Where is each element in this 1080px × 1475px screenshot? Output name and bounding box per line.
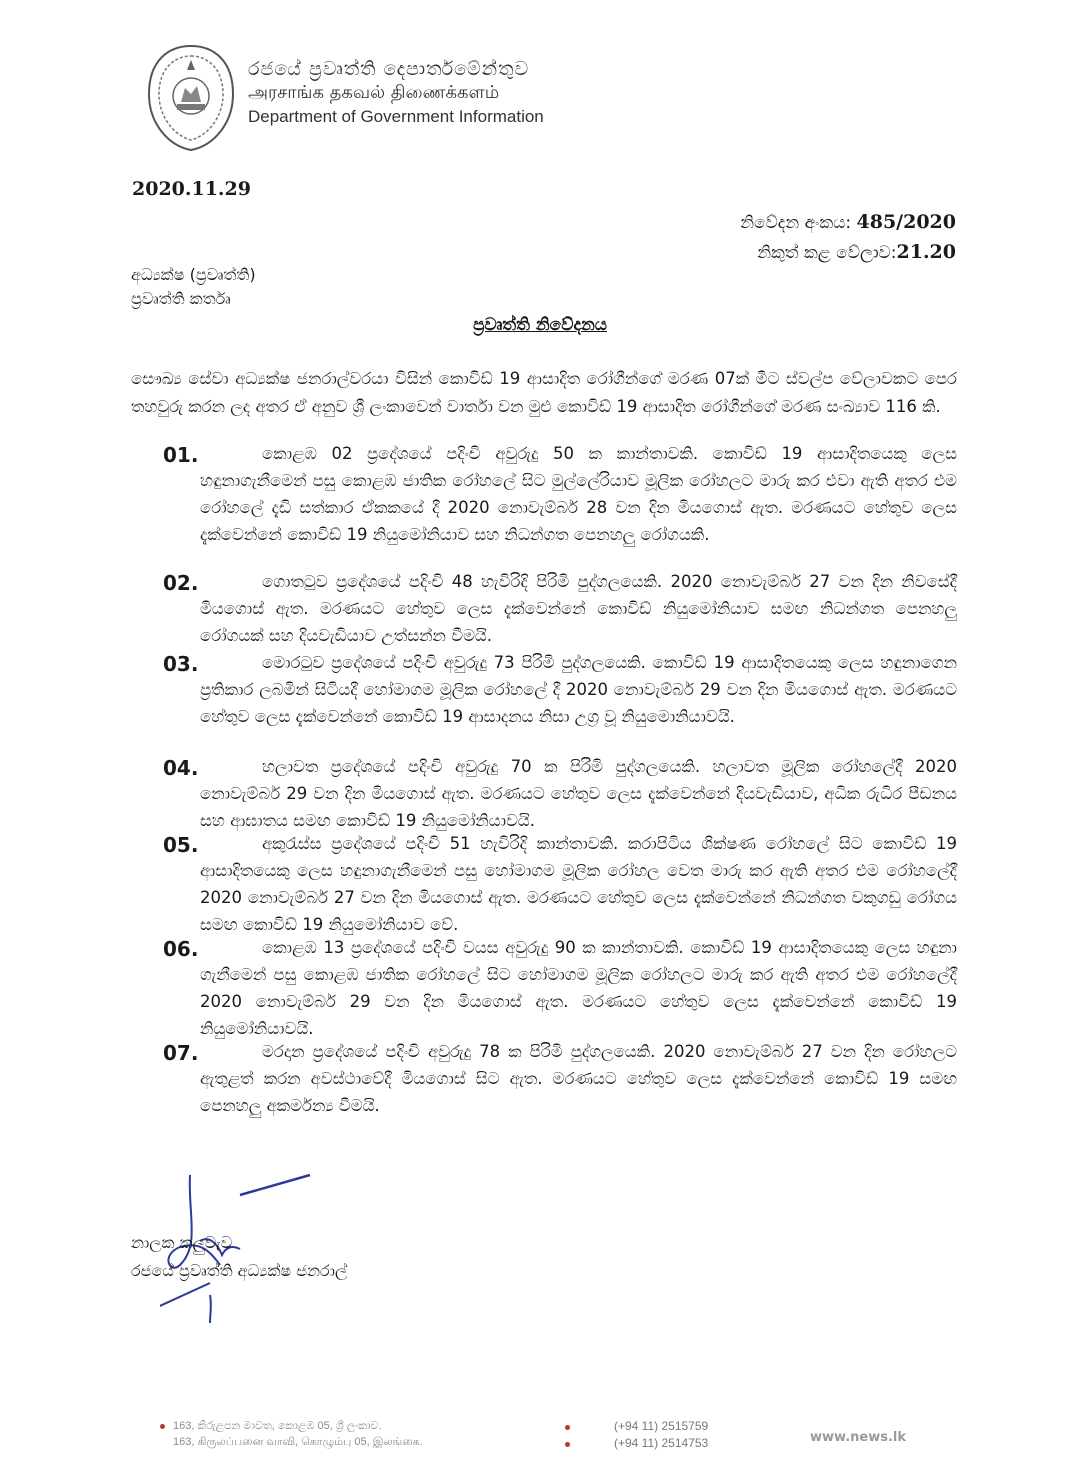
dept-name-english: Department of Government Information [248, 107, 544, 126]
footer-fax: (+94 11) 2514753 [614, 1436, 709, 1450]
footer-address-sinhala: 163, කිරුළපන මාවත, කොළඹ 05, ශ්‍රී ලංකාව. [173, 1420, 382, 1432]
item-text: මරදාන ප්‍රදේශයේ පදිංචි අවුරුදු 78 ක පිරිමි පුද්ගලයෙකි. 2020 නොවැම්බර් 27 වන දින රෝහලට ඇතුළත් කරන අවස්ථාවේදී මියගොස් සිට ඇත. මරණයට හේතුව ලෙස දැක්වෙන්නේ කොවිඩ් 19 සමඟ පෙනහලු අකර්මන්‍ය වීමයි. [200, 1042, 957, 1115]
release-number: 485/2020 [856, 211, 956, 233]
item-text: හලාවත ප්‍රදේශයේ පදිංචි අවුරුදු 70 ක පිරිමි පුද්ගලයෙකි. හලාවත මූලික රෝහලේදී 2020 නොවැම්බර් 29 වන දින මියගොස් ඇත. මරණයට හේතුව ලෙස දැක්වෙන්නේ දියවැඩියාව, අධික රුධිර පීඩනය සහ ආඝාතය සමඟ කොවිඩ් 19 නියුමෝනියාවයි. [200, 757, 957, 830]
intro-paragraph: සෞඛ්‍ය සේවා අධ්‍යක්ෂ ජනරාල්වරයා විසින් කොවිඩ් 19 ආසාදිත රෝගීන්ගේ මරණ 07ක් මීට ස්වල්ප වේලාවකට පෙර තහවුරු කරන ලද අතර ඒ අනුව ශ්‍රී ලංකාවෙන් වාර්තා වන මුළු කොවිඩ් 19 ආසාදිත රෝගීන්ගේ මරණ සංඛ්‍යාව 116 කි. [131, 369, 957, 416]
footer-address-tamil: 163, கிருலப்பனை வாவி, கொழும்பு 05, இலங்கை. [173, 1436, 423, 1448]
fax-icon [565, 1442, 570, 1447]
item-number: 01. [163, 443, 199, 467]
signatory-title: රජයේ ප්‍රවෘත්ති අධ්‍යක්ෂ ජනරාල් [131, 1261, 348, 1280]
footer-contact [565, 1418, 708, 1452]
item-text: අකුරැස්ස ප්‍රදේශයේ පදිංචි 51 හැවිරිදි කාන්තාවකි. කරාපිටිය ශික්ෂණ රෝහලේ සිට කොවිඩ් 19 ආසාදිතයෙකු ලෙස හඳුනාගැනීමෙන් පසු හෝමාගම මූලික රෝහල වෙත මාරු කර ඇති අතර එම රෝහලේදී 2020 නොවැම්බර් 27 වන දින මියගොස් ඇත. මරණයට හේතුව ලෙස දැක්වෙන්නේ නිධන්ගත වකුගඩු රෝගය සමඟ කොවිඩ් 19 නියුමෝනියාව වේ. [200, 834, 957, 934]
signatory-name: නාලක කලුවැව [131, 1233, 233, 1252]
release-reference [740, 208, 956, 268]
item-number: 04. [163, 756, 199, 780]
release-time: 21.20 [896, 241, 956, 263]
department-header [248, 57, 544, 129]
item-text: මොරටුව ප්‍රදේශයේ පදිංචි අවුරුදු 73 පිරිමි පුද්ගලයෙකි. කොවිඩ් 19 ආසාදිතයෙකු ලෙස හඳුනාගෙන ප්‍රතිකාර ලබමින් සිටියදී හෝමාගම මූලික රෝහලේ දී 2020 නොවැම්බර් 29 වන දින මියගොස් ඇත. මරණයට හේතුව ලෙස දැක්වෙන්නේ කොවිඩ් 19 ආසාදනය නිසා උග්‍ර වූ නියුමොනියාවයි. [200, 653, 957, 726]
dept-name-sinhala: රජයේ ප්‍රවෘත්ති දෙපාර්තමේන්තුව [248, 58, 530, 80]
item-text: කොළඹ 13 ප්‍රදේශයේ පදිංචි වයස අවුරුදු 90 ක කාන්තාවකි. කොවිඩ් 19 ආසාදිතයෙකු ලෙස හඳුනා ගැනීමෙන් පසු කොළඹ ජාතික රෝහලේ සිට හෝමාගම මූලික රෝහලට මාරු කර ඇති අතර එම රෝහලේදී 2020 නොවැම්බර් 29 වන දින මියගොස් ඇත. මරණයට හේතුව ලෙස දැක්වෙන්නේ කොවිඩ් 19 නියුමෝනියාවයි. [200, 938, 957, 1038]
addressee [131, 263, 256, 311]
addressee-line-1: අධ්‍යක්ෂ (ප්‍රවෘත්ති) [131, 265, 256, 284]
signatory-block [131, 1229, 347, 1285]
release-date: 2020.11.29 [132, 178, 251, 200]
footer-address [160, 1418, 423, 1450]
release-number-label: නිවේදන අංකය: [740, 213, 857, 233]
item-number: 07. [163, 1041, 199, 1065]
addressee-line-2: ප්‍රවෘත්ති කර්තෘ [131, 289, 231, 308]
item-number: 02. [163, 571, 199, 595]
item-text: ගොතටුව ප්‍රදේශයේ පදිංචි 48 හැවිරිදි පිරිමි පුද්ගලයෙකි. 2020 නොවැම්බර් 27 වන දින නිවසේදී මියගොස් ඇත. මරණයට හේතුව ලෙස දැක්වෙන්නේ කොවිඩ් නියුමෝනියාව සමඟ නිධන්ගත පෙනහලු රෝගයක් සහ දියවැඩියාව උත්සන්න වීමයි. [200, 572, 957, 645]
government-emblem-icon [143, 42, 239, 154]
document-heading [0, 315, 1080, 335]
heading-text: ප්‍රවෘත්ති නිවේදනය [472, 315, 608, 335]
item-number: 06. [163, 937, 199, 961]
dept-name-tamil: அரசாங்க தகவல் திணைக்களம் [248, 82, 500, 103]
release-time-label: නිකුත් කළ වේලාව: [757, 243, 897, 263]
phone-icon [565, 1425, 570, 1430]
item-text: කොළඹ 02 ප්‍රදේශයේ පදිංචි අවුරුදු 50 ක කාන්තාවකි. කොවිඩ් 19 ආසාදිතයෙකු ලෙස හඳුනාගැනීමෙන් පසු කොළඹ ජාතික රෝහලේ සිට මුල්ලේරියාව මූලික රෝහලට මාරු කර එවා ඇති අතර එම රෝහලේ දැඩි සත්කාර ඒකකයේ දී 2020 නොවැම්බර් 28 වන දින මියගොස් ඇත. මරණයට හේතුව ලෙස දැක්වෙන්නේ කොවිඩ් 19 නියුමෝනියාව සහ නිධන්ගත පෙනහලු රෝගයකි. [200, 444, 957, 544]
footer-phone: (+94 11) 2515759 [614, 1419, 709, 1433]
bullet-icon [160, 1424, 165, 1429]
footer-website: www.news.lk [810, 1430, 906, 1445]
item-number: 05. [163, 833, 199, 857]
item-number: 03. [163, 652, 199, 676]
